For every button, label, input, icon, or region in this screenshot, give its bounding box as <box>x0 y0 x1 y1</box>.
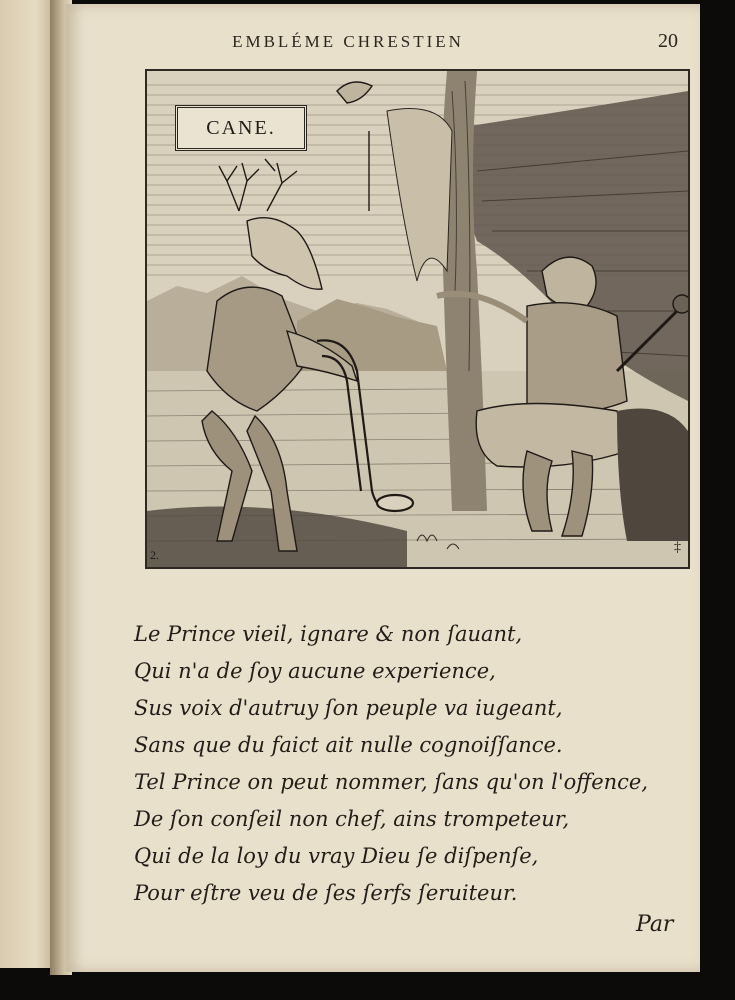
verse-line: Qui de la loy du vray Dieu ſe diſpenſe, <box>134 844 539 868</box>
verse-line: Sus voix d'autruy ſon peuple va iugeant, <box>134 696 563 720</box>
verse-line: Qui n'a de ſoy aucune experience, <box>134 659 496 683</box>
verse-line: Tel Prince on peut nommer, ſans qu'on l'offence, <box>134 770 649 794</box>
emblem-motto: CANE. <box>175 105 307 151</box>
verse-line: Pour eſtre veu de ſes ſerfs ſeruiteur. <box>134 881 518 905</box>
verse-line: Sans que du faict ait nulle cognoiſſance. <box>134 733 563 757</box>
verse-line: De ſon conſeil non chef, ains trompeteur, <box>134 807 570 831</box>
plate-signature-right: ‡ <box>674 540 681 555</box>
plate-signature-left: 2. <box>150 548 159 562</box>
verse-line: Le Prince vieil, ignare & non ſauant, <box>134 622 523 646</box>
running-head: EMBLÉME CHRESTIEN <box>232 32 464 51</box>
page-number: 20 <box>658 30 678 52</box>
verse-block <box>134 616 694 912</box>
catchword: Par <box>636 912 674 937</box>
